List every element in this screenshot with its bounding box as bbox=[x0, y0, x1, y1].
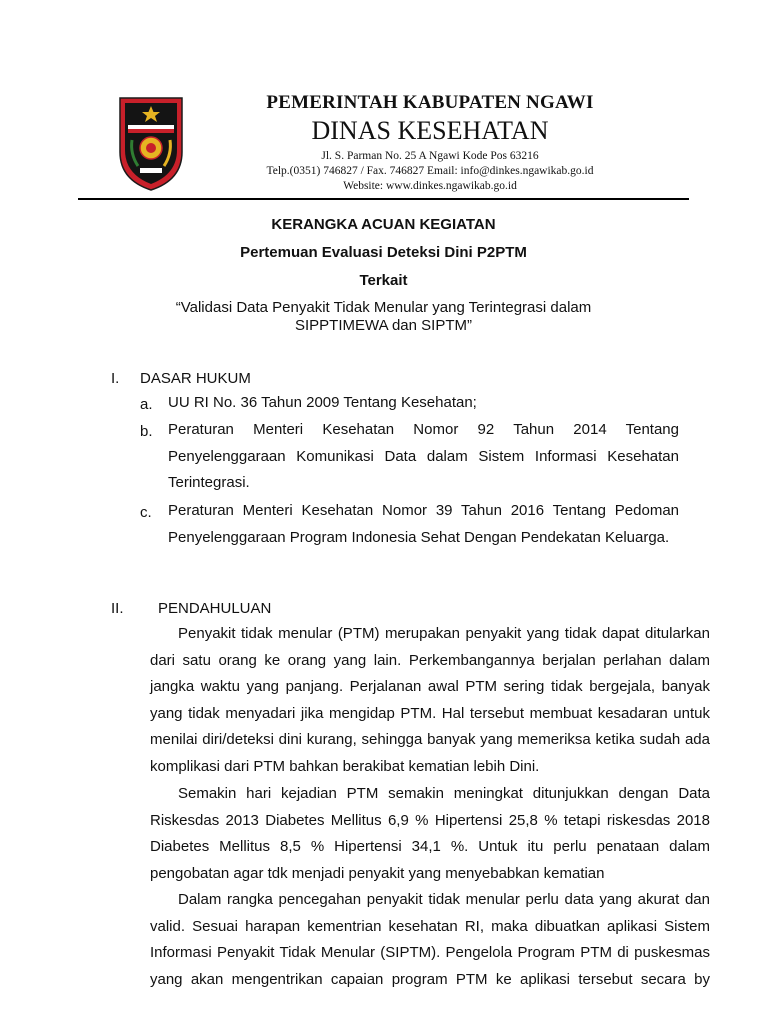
paragraph bbox=[150, 887, 710, 993]
text-line: Riskesdas 2013 Diabetes Mellitus 6,9 % Hipertensi 25,8 % tetapi riskesdas 2018 bbox=[150, 811, 710, 829]
text-line: menilai diri/deteksi dini kurang, sehingga banyak yang memeriksa ketika sudah ada bbox=[150, 731, 710, 749]
paragraph bbox=[150, 621, 710, 781]
section-number: I. bbox=[111, 370, 120, 387]
text-line: Dalam rangka pencegahan penyakit tidak menular perlu data yang akurat dan bbox=[178, 891, 710, 908]
contact-block bbox=[200, 149, 660, 194]
text-line: jangka waktu yang panjang. Perjalanan awal PTM sering tidak bergejala, banyak bbox=[150, 678, 710, 696]
government-name: PEMERINTAH KABUPATEN NGAWI bbox=[266, 92, 594, 113]
list-item bbox=[168, 390, 679, 417]
text-line: Diabetes Mellitus 8,5 % Hipertensi 34,1 %. Untuk itu perlu penataan dalam bbox=[150, 838, 710, 856]
text-line: yang akan mengentrikan capaian program PTM ke aplikasi tersebut secara by bbox=[150, 970, 710, 988]
text-line: Penyelenggaraan Program Indonesia Sehat Dengan Pendekatan Keluarga. bbox=[168, 528, 670, 546]
department-name: DINAS KESEHATAN bbox=[311, 116, 549, 145]
letterhead bbox=[200, 92, 660, 194]
list-item bbox=[168, 417, 679, 497]
letterhead-divider bbox=[78, 198, 689, 200]
related-label: Terkait bbox=[359, 272, 408, 289]
ngawi-regency-emblem bbox=[118, 92, 184, 192]
activity-subtitle bbox=[150, 299, 617, 335]
text-line: Informasi Penyakit Tidak Menular (SIPTM). Pengelola Program PTM di puskesmas bbox=[150, 944, 710, 962]
text-line: Terintegrasi. bbox=[168, 474, 250, 491]
activity-title: Pertemuan Evaluasi Deteksi Dini P2PTM bbox=[240, 244, 527, 261]
contact-line: Telp.(0351) 746827 / Fax. 746827 Email: info@dinkes.ngawikab.go.id bbox=[266, 165, 594, 177]
section-number: II. bbox=[111, 600, 124, 617]
document-title: KERANGKA ACUAN KEGIATAN bbox=[271, 216, 496, 233]
text-line: Peraturan Menteri Kesehatan Nomor 39 Tahun 2016 Tentang Pedoman bbox=[168, 502, 679, 519]
list-marker: b. bbox=[140, 423, 153, 440]
section-heading: DASAR HUKUM bbox=[140, 370, 251, 387]
list-marker: a. bbox=[140, 396, 153, 413]
text-line: Penyelenggaraan Komunikasi Data dalam Sistem Informasi Kesehatan bbox=[168, 447, 679, 465]
subtitle-line: “Validasi Data Penyakit Tidak Menular yang Terintegrasi dalam bbox=[175, 299, 592, 316]
list-item bbox=[168, 498, 679, 551]
website-line: Website: www.dinkes.ngawikab.go.id bbox=[343, 180, 517, 192]
text-line: Semakin hari kejadian PTM semakin meningkat ditunjukkan dengan Data bbox=[178, 785, 710, 802]
text-line: komplikasi dari PTM bahkan berakibat kematian lebih Dini. bbox=[150, 757, 540, 775]
text-line: dari satu orang ke orang yang lain. Perkembangannya berjalan perlahan dalam bbox=[150, 651, 710, 669]
text-line: pengobatan agar tdk menjadi penyakit yang menyebabkan kematian bbox=[150, 864, 605, 882]
text-line: yang tidak menyadari jika mengidap PTM. Hal tersebut membuat kesadaran untuk bbox=[150, 704, 710, 722]
text-line: UU RI No. 36 Tahun 2009 Tentang Kesehatan; bbox=[168, 394, 477, 411]
section-heading: PENDAHULUAN bbox=[158, 600, 272, 617]
list-marker: c. bbox=[140, 504, 152, 521]
text-line: Penyakit tidak menular (PTM) merupakan penyakit yang tidak dapat ditularkan bbox=[178, 625, 710, 642]
text-line: valid. Sesuai harapan kementrian kesehatan RI, maka dibuatkan aplikasi Sistem bbox=[150, 917, 710, 935]
text-line: Peraturan Menteri Kesehatan Nomor 92 Tahun 2014 Tentang bbox=[168, 421, 679, 438]
paragraph bbox=[150, 781, 710, 887]
subtitle-line: SIPPTIMEWA dan SIPTM” bbox=[295, 317, 472, 334]
address-line: Jl. S. Parman No. 25 A Ngawi Kode Pos 63216 bbox=[321, 150, 539, 162]
